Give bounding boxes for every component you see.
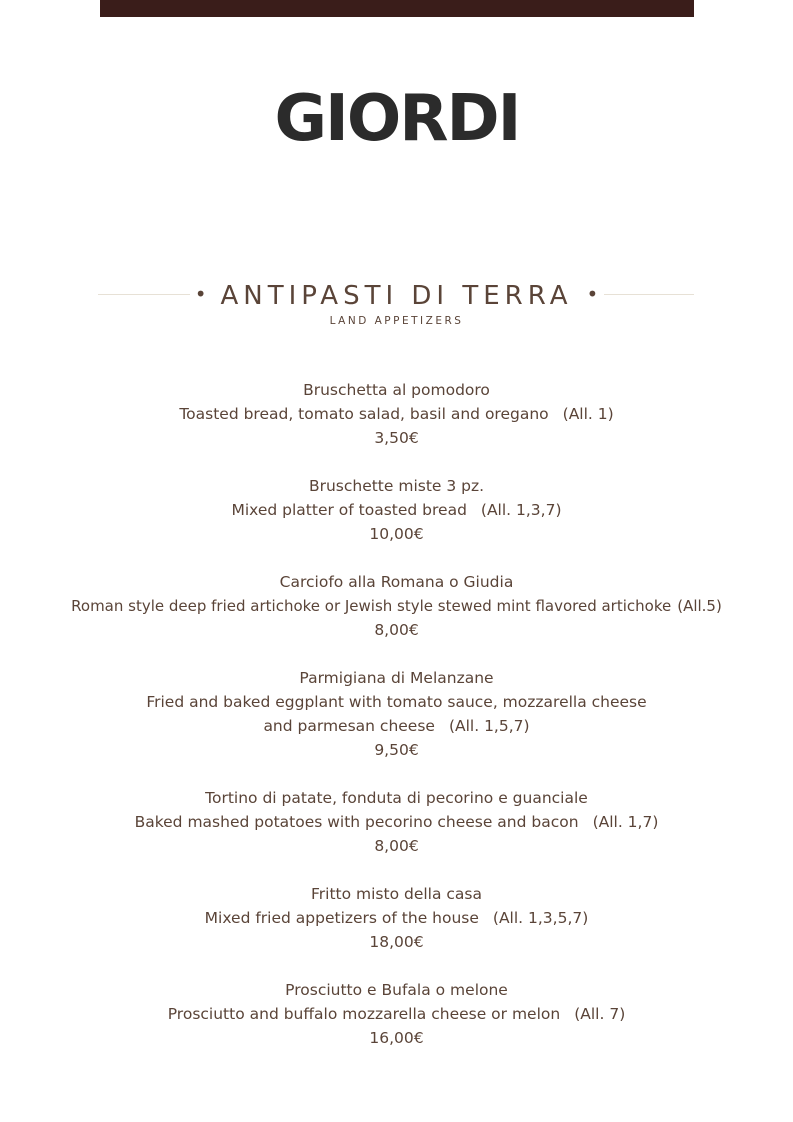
section-header xyxy=(0,276,793,336)
menu-item xyxy=(0,666,793,762)
item-description-line xyxy=(0,714,793,738)
item-description: Roman style deep fried artichoke or Jewish style stewed mint flavored artichoke xyxy=(71,597,672,615)
item-price: 8,00€ xyxy=(374,837,419,855)
section-title xyxy=(0,276,793,314)
item-name: Parmigiana di Melanzane xyxy=(299,669,494,687)
logo-text: GIORDI xyxy=(274,82,519,156)
item-description-line xyxy=(0,1002,793,1026)
item-name: Fritto misto della casa xyxy=(310,885,482,903)
item-allergens: (All. 7) xyxy=(574,1005,626,1023)
menu-item xyxy=(0,570,793,642)
giordi-logo xyxy=(0,78,793,154)
item-description: Toasted bread, tomato salad, basil and oregano xyxy=(179,405,549,423)
bullet-right: • xyxy=(586,282,599,306)
menu-item xyxy=(0,978,793,1050)
item-price: 9,50€ xyxy=(374,741,419,759)
item-price: 3,50€ xyxy=(374,429,419,447)
item-name: Carciofo alla Romana o Giudia xyxy=(279,573,514,591)
item-allergens: (All. 1,5,7) xyxy=(448,717,530,735)
menu-item xyxy=(0,882,793,954)
item-description-line xyxy=(0,498,793,522)
item-allergens: (All.5) xyxy=(677,597,722,615)
item-allergens: (All. 1,7) xyxy=(592,813,659,831)
item-name: Tortino di patate, fonduta di pecorino e guanciale xyxy=(205,789,588,807)
item-name: Bruschette miste 3 pz. xyxy=(308,477,485,495)
item-allergens: (All. 1) xyxy=(562,405,614,423)
item-description: Prosciutto and buffalo mozzarella cheese or melon xyxy=(167,1005,561,1023)
item-name: Bruschetta al pomodoro xyxy=(303,381,490,399)
bullet-left: • xyxy=(194,282,207,306)
section-subtitle: LAND APPETIZERS xyxy=(329,315,464,327)
item-description-continued: and parmesan cheese xyxy=(263,717,435,735)
item-price: 8,00€ xyxy=(374,621,419,639)
item-description-line xyxy=(0,906,793,930)
section-title-text: ANTIPASTI DI TERRA xyxy=(220,281,573,311)
item-description: Fried and baked eggplant with tomato sauce, mozzarella cheese xyxy=(146,693,647,711)
item-description: Baked mashed potatoes with pecorino cheese and bacon xyxy=(134,813,579,831)
menu-item xyxy=(0,474,793,546)
menu-list xyxy=(0,378,793,1074)
item-description-line xyxy=(0,594,793,618)
item-description: Mixed fried appetizers of the house xyxy=(204,909,479,927)
item-allergens: (All. 1,3,7) xyxy=(480,501,562,519)
item-price: 16,00€ xyxy=(369,1029,424,1047)
menu-item xyxy=(0,378,793,450)
item-price: 10,00€ xyxy=(369,525,424,543)
item-allergens: (All. 1,3,5,7) xyxy=(492,909,589,927)
item-description-line xyxy=(0,402,793,426)
item-price: 18,00€ xyxy=(369,933,424,951)
menu-item xyxy=(0,786,793,858)
top-bar xyxy=(100,0,694,17)
item-description: Mixed platter of toasted bread xyxy=(231,501,467,519)
item-name: Prosciutto e Bufala o melone xyxy=(285,981,508,999)
item-description-line xyxy=(0,810,793,834)
